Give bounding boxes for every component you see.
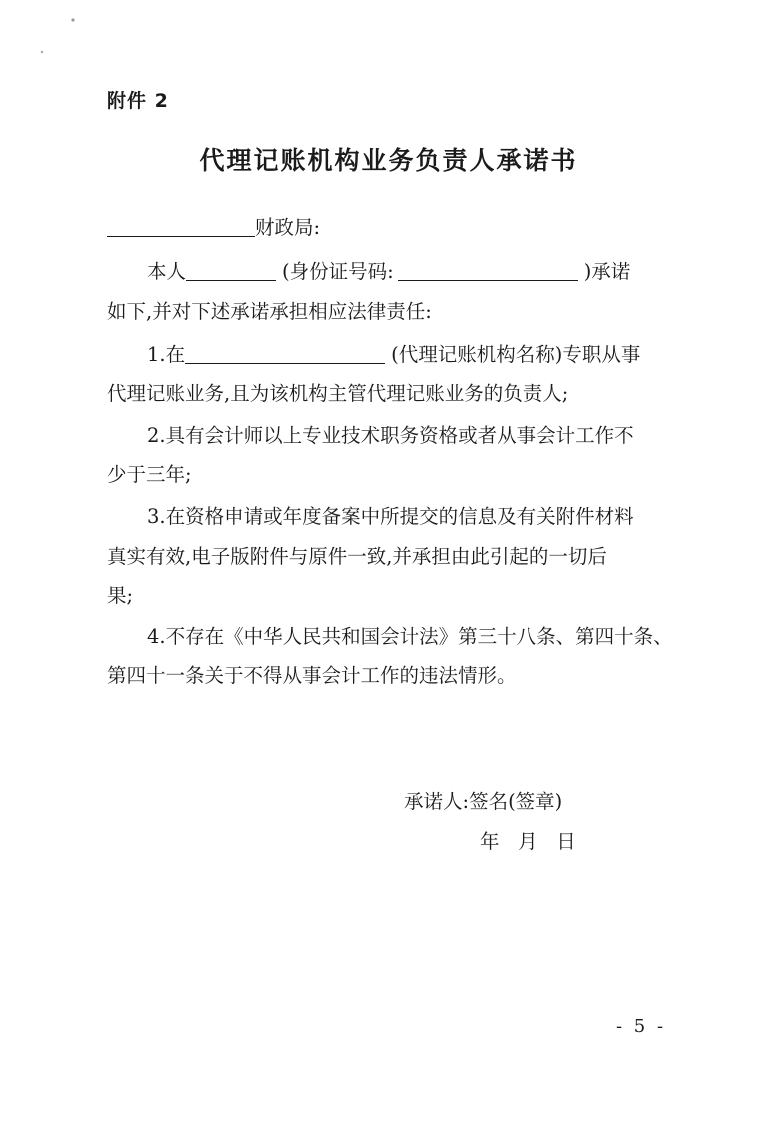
item-3-line-2: 真实有效,电子版附件与原件一致,并承担由此引起的一切后 <box>107 545 607 568</box>
addressee-suffix: 财政局: <box>255 216 321 239</box>
intro-line-2: 如下,并对下述承诺承担相应法律责任: <box>107 300 432 323</box>
item-4-line-1: 4.不存在《中华人民共和国会计法》第三十八条、第四十条、 <box>147 625 673 648</box>
id-number-blank[interactable] <box>398 260 578 281</box>
item-3-line-3: 果; <box>107 584 134 607</box>
item-1-suffix: (代理记账机构名称)专职从事 <box>391 343 641 366</box>
page-number: - 5 - <box>616 1016 667 1037</box>
id-number-label: (身份证号码: <box>282 260 394 283</box>
finance-bureau-blank[interactable] <box>107 216 255 237</box>
signature-date: 年 月 日 <box>480 830 576 853</box>
scan-speck <box>71 18 74 21</box>
item-1-line-1 <box>147 341 682 369</box>
intro-prefix: 本人 <box>147 260 187 283</box>
item-2-line-2: 少于三年; <box>107 463 192 486</box>
intro-suffix: )承诺 <box>583 260 631 283</box>
item-1-line-2: 代理记账业务,且为该机构主管代理记账业务的负责人; <box>107 382 569 405</box>
name-blank[interactable] <box>186 260 276 281</box>
agency-name-blank[interactable] <box>185 343 385 364</box>
scan-speck <box>41 51 43 53</box>
annex-label: 附件 2 <box>107 90 169 112</box>
addressee-line <box>107 214 682 242</box>
document-title: 代理记账机构业务负责人承诺书 <box>199 146 578 175</box>
item-1-prefix: 1.在 <box>147 343 186 366</box>
signature-label: 承诺人:签名(签章) <box>404 790 563 813</box>
item-3-line-1: 3.在资格申请或年度备案中所提交的信息及有关附件材料 <box>147 505 634 528</box>
item-2-line-1: 2.具有会计师以上专业技术职务资格或者从事会计工作不 <box>147 424 634 447</box>
intro-line-1 <box>147 258 682 286</box>
item-4-line-2: 第四十一条关于不得从事会计工作的违法情形。 <box>107 664 517 687</box>
